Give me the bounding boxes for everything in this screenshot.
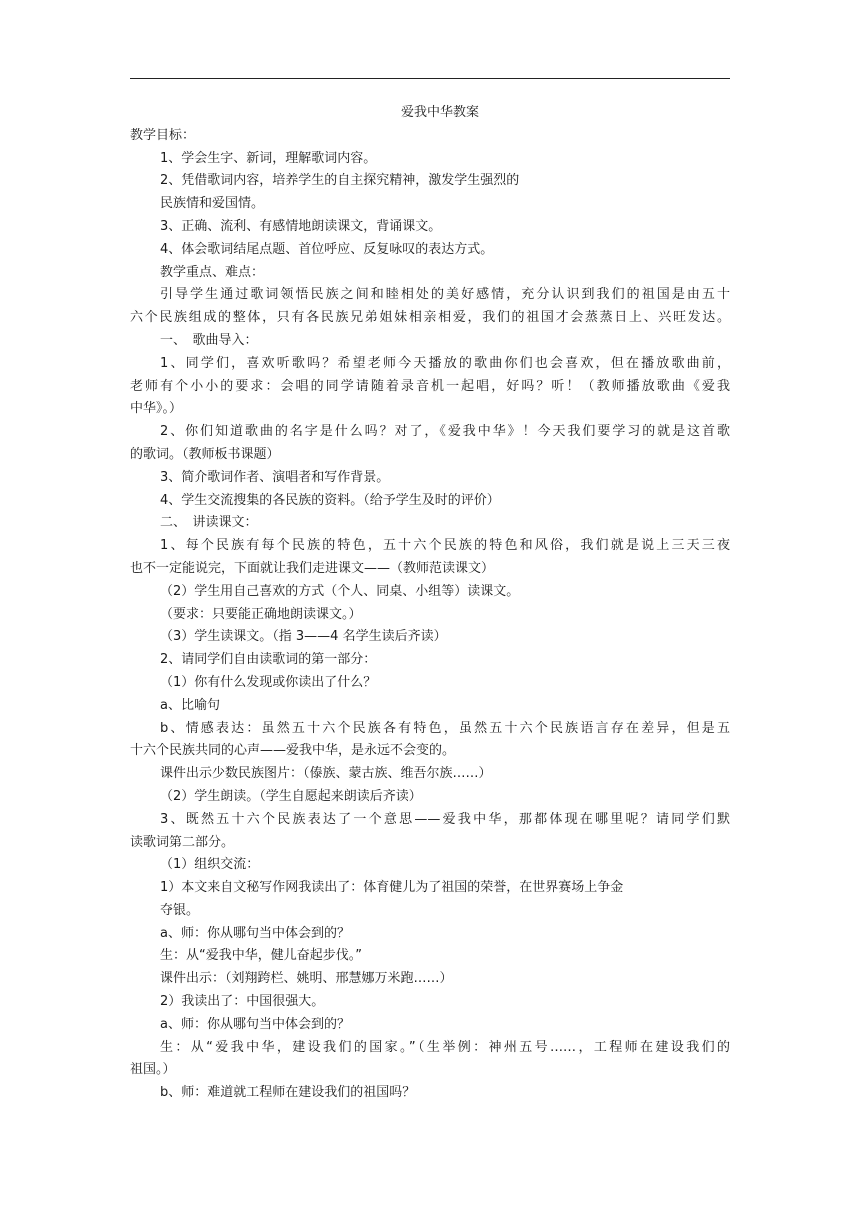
text-line: 的歌词。（教师板书课题） xyxy=(130,446,280,462)
text-line: 2、请同学们自由读歌词的第一部分： xyxy=(160,652,377,668)
text-line: 3、正确、流利、有感情地朗读课文，背诵课文。 xyxy=(160,218,442,234)
document-body xyxy=(130,102,730,1105)
header-rule xyxy=(130,78,730,79)
text-line: 二、 讲读课文： xyxy=(160,515,258,531)
text-line: （1）组织交流： xyxy=(160,857,260,873)
text-line: 教学重点、难点： xyxy=(160,264,265,280)
text-line: 中华》。） xyxy=(130,401,183,417)
document-title: 爱我中华教案 xyxy=(400,105,479,120)
text-line: 2）我读出了：中国很强大。 xyxy=(160,994,325,1010)
text-line: b、师：难道就工程师在建设我们的祖国吗？ xyxy=(160,1085,416,1101)
text-line: （1）你有什么发现或你读出了什么？ xyxy=(160,674,377,690)
text-line: 课件出示少数民族图片：（傣族、蒙古族、维吾尔族……） xyxy=(160,766,492,782)
text-line: 教学目标： xyxy=(130,127,196,143)
text-line: 4、体会歌词结尾点题、首位呼应、反复咏叹的表达方式。 xyxy=(160,241,494,257)
text-line: 民族情和爱国情。 xyxy=(160,196,265,212)
text-line: 1）本文来自文秘写作网我读出了：体育健儿为了祖国的荣誉，在世界赛场上争金 xyxy=(160,880,624,896)
text-line: 六个民族组成的整体，只有各民族兄弟姐妹相亲相爱，我们的祖国才会蒸蒸日上、兴旺发达。 xyxy=(130,310,730,326)
text-line: （3）学生读课文。（指 3——4 名学生读后齐读） xyxy=(160,629,447,645)
text-line: （2）学生朗读。（学生自愿起来朗读后齐读） xyxy=(160,788,422,804)
text-line: a、师：你从哪句当中体会到的？ xyxy=(160,925,350,941)
text-line: 一、 歌曲导入： xyxy=(160,332,258,348)
text-line: 生：从“爱我中华，建设我们的国家。”（生举例：神州五号……，工程师在建设我们的 xyxy=(160,1039,730,1055)
text-line: 3、既然五十六个民族表达了一个意思——爱我中华，那都体现在哪里呢？请同学们默 xyxy=(160,811,730,827)
text-line: 2、你们知道歌曲的名字是什么吗？对了，《爱我中华》！今天我们要学习的就是这首歌 xyxy=(160,424,730,440)
text-line: 1、同学们，喜欢听歌吗？希望老师今天播放的歌曲你们也会喜欢，但在播放歌曲前， xyxy=(160,355,730,371)
text-line: 十六个民族共同的心声——爱我中华，是永远不会变的。 xyxy=(130,743,456,759)
text-line: 祖国。） xyxy=(130,1062,176,1078)
text-line: 引导学生通过歌词领悟民族之间和睦相处的美好感情，充分认识到我们的祖国是由五十 xyxy=(160,287,730,303)
text-line: 夺银。 xyxy=(160,902,200,918)
text-line: 老师有个小小的要求：会唱的同学请随着录音机一起唱，好吗？听！（教师播放歌曲《爱我 xyxy=(130,378,730,394)
text-line: 4、学生交流搜集的各民族的资料。（给予学生及时的评价） xyxy=(160,492,500,508)
text-line: 生：从“爱我中华，健儿奋起步伐。” xyxy=(160,948,362,964)
text-line: b、情感表达：虽然五十六个民族各有特色，虽然五十六个民族语言存在差异，但是五 xyxy=(160,720,730,736)
text-line: 1、学会生字、新词，理解歌词内容。 xyxy=(160,150,377,166)
text-line: 读歌词第二部分。 xyxy=(130,834,235,850)
text-line: （要求：只要能正确地朗读课文。） xyxy=(160,606,362,622)
text-line: （2）学生用自己喜欢的方式（个人、同桌、小组等）读课文。 xyxy=(160,583,520,599)
text-line: 3、简介歌词作者、演唱者和写作背景。 xyxy=(160,469,390,485)
text-line: 2、凭借歌词内容，培养学生的自主探究精神，激发学生强烈的 xyxy=(160,173,520,189)
text-line: a、师：你从哪句当中体会到的？ xyxy=(160,1016,350,1032)
text-line: a、比喻句 xyxy=(160,697,220,713)
text-line: 课件出示：（刘翔跨栏、姚明、邢慧娜万米跑……） xyxy=(160,971,453,987)
text-line: 1、每个民族有每个民族的特色，五十六个民族的特色和风俗，我们就是说上三天三夜 xyxy=(160,538,730,554)
text-line: 也不一定能说完，下面就让我们走进课文——（教师范读课文） xyxy=(130,560,495,576)
